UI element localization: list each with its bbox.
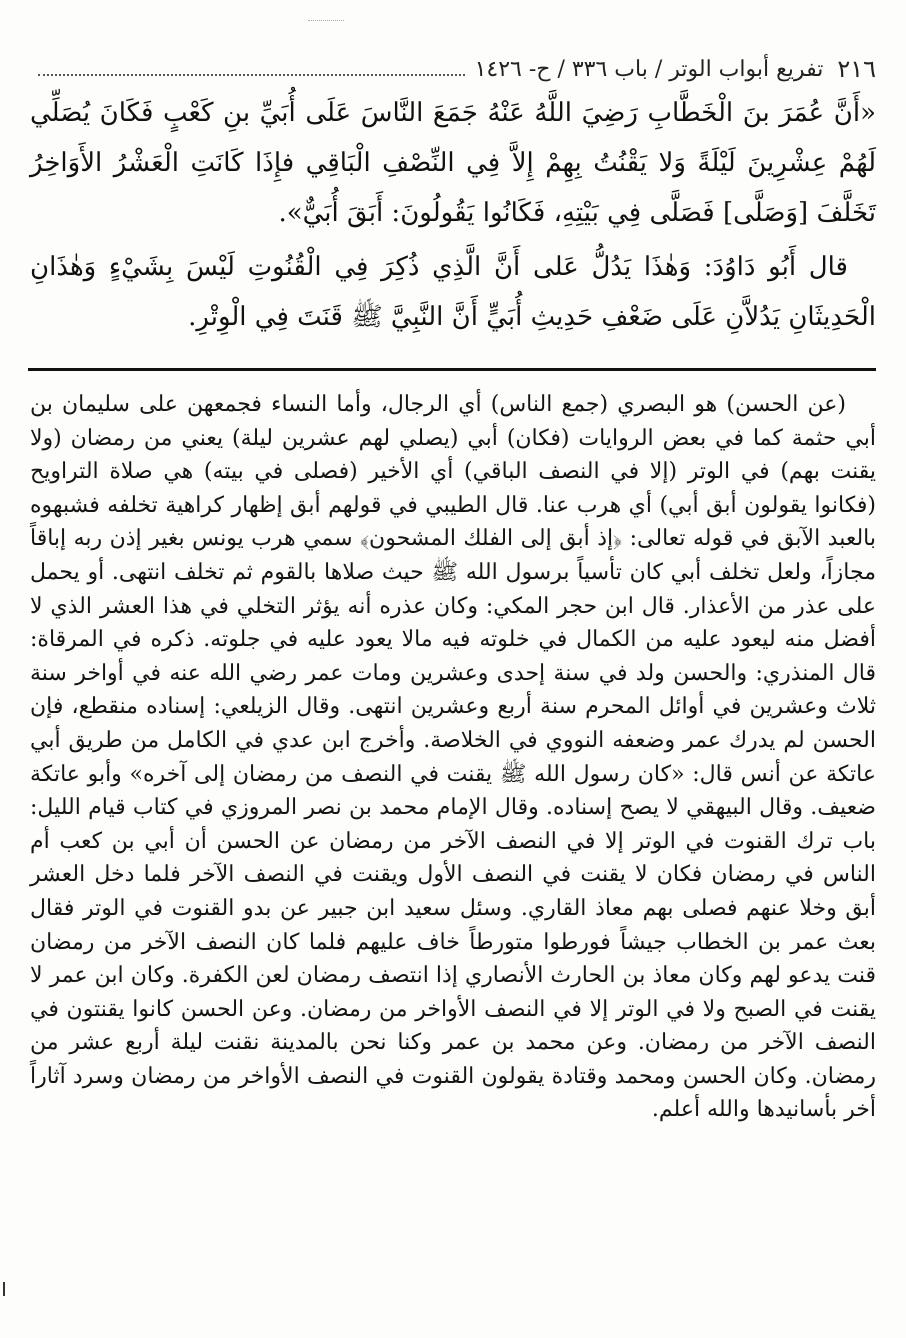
- page-number: ٢١٦: [837, 55, 876, 83]
- hadith-paragraph: «أَنَّ عُمَرَ بنَ الْخَطَّابِ رَضِيَ اللَّهُ عَنْهُ جَمَعَ النَّاسَ عَلَى أُبَيِّ بنِ كَعْبٍ فَكَانَ يُصَلِّي لَهُمْ عِشْرِينَ لَيْلَةً وَلا يَقْنُتُ بِهِمْ إِلاَّ فِي النِّصْفِ الْبَاقِي فإِذَا كَانَتِ الْعَشْرُ الأَوَاخِرُ تَخَلَّفَ [وَصَلَّى] فَصَلَّى فِي بَيْتِهِ، فَكَانُوا يَقُولُونَ: أَبَقَ أُبَيٌّ».: [30, 98, 876, 228]
- hadith-text: [30, 88, 876, 342]
- leader-dots: [38, 74, 465, 76]
- scan-edge-mark: [3, 1282, 5, 1296]
- running-title: تفريع أبواب الوتر / باب ٣٣٦ / ح- ١٤٢٦: [474, 56, 824, 82]
- scan-mark: [308, 20, 344, 22]
- commentary-paragraph: (عن الحسن) هو البصري (جمع الناس) أي الرجال، وأما النساء فجمعهن على سليمان بن أبي حثمة كما في بعض الروايات (فكان) أبي (يصلي لهم عشرين ليلة) يعني من رمضان (ولا يقنت بهم) في الوتر (إلا في النصف الباقي) أي الأخير (فصلى في بيته) هي صلاة التراويح (فكانوا يقولون أبق أبي) أي هرب عنا. قال الطيبي في قولهم أبق إظهار كراهية تخلفه فشبهوه بالعبد الآبق في قوله تعالى: ﴿إذ أبق إلى الفلك المشحون﴾ سمي هرب يونس بغير إذن ربه إباقاً مجازاً، ولعل تخلف أبي كان تأسياً برسول الله ﷺ حيث صلاها بالقوم ثم تخلف انتهى. أو يحمل على عذر من الأعذار. قال ابن حجر المكي: وكان عذره أنه يؤثر التخلي في هذا العشر الذي لا أفضل منه ليعود عليه من الكمال في خلوته فيه مالا يعود عليه في جلوته. ذكره في المرقاة: قال المنذري: والحسن ولد في سنة إحدى وعشرين ومات عمر رضي الله عنه في أواخر سنة ثلاث وعشرين في أوائل المحرم سنة أربع وعشرين انتهى. وقال الزيلعي: إسناده منقطع، فإن الحسن لم يدرك عمر وضعفه النووي في الخلاصة. وأخرج ابن عدي في الكامل من طريق أبي عاتكة عن أنس قال: «كان رسول الله ﷺ يقنت في النصف من رمضان إلى آخره» وأبو عاتكة ضعيف. وقال البيهقي لا يصح إسناده. وقال الإمام محمد بن نصر المروزي في كتاب قيام الليل: باب ترك القنوت في الوتر إلا في النصف الآخر من رمضان عن الحسن أن أبي بن كعب أم الناس في رمضان فكان لا يقنت في النصف الأول ويقنت في النصف الآخر فلما دخل العشر أبق وخلا عنهم فصلى بهم معاذ القاري. وسئل سعيد ابن جبير عن بدو القنوت في الوتر فقال بعث عمر بن الخطاب جيشاً فورطوا متورطاً خاف عليهم فلما كان النصف الآخر من رمضان قنت يدعو لهم وكان معاذ بن الحارث الأنصاري إذا انتصف رمضان لعن الكفرة. وكان ابن عمر لا يقنت في الصبح ولا في الوتر إلا في النصف الأواخر من رمضان. وعن الحسن كانوا يقنتون في النصف الآخر من رمضان. وعن محمد بن عمر وكنا نحن بالمدينة نقنت ليلة أربع عشر من رمضان. وكان الحسن ومحمد وقتادة يقولون القنوت في النصف الأواخر من رمضان وسرد آثاراً أخر بأسانيدها والله أعلم.: [30, 392, 876, 1123]
- abu-dawud-comment: قال أَبُو دَاوُدَ: وَهٰذَا يَدُلُّ عَلى أَنَّ الَّذِي ذُكِرَ فِي الْقُنُوتِ لَيْسَ بِشَيْءٍ وَهٰذَانِ الْحَدِيثَانِ يَدُلاَّنِ عَلَى ضَعْفِ حَدِيثِ أُبَيٍّ أَنَّ النَّبِيَّ ﷺ قَنَتَ فِي الْوِتْرِ.: [30, 252, 876, 332]
- commentary: [30, 388, 876, 1127]
- separator-line: [28, 368, 876, 371]
- page-header: [28, 52, 876, 86]
